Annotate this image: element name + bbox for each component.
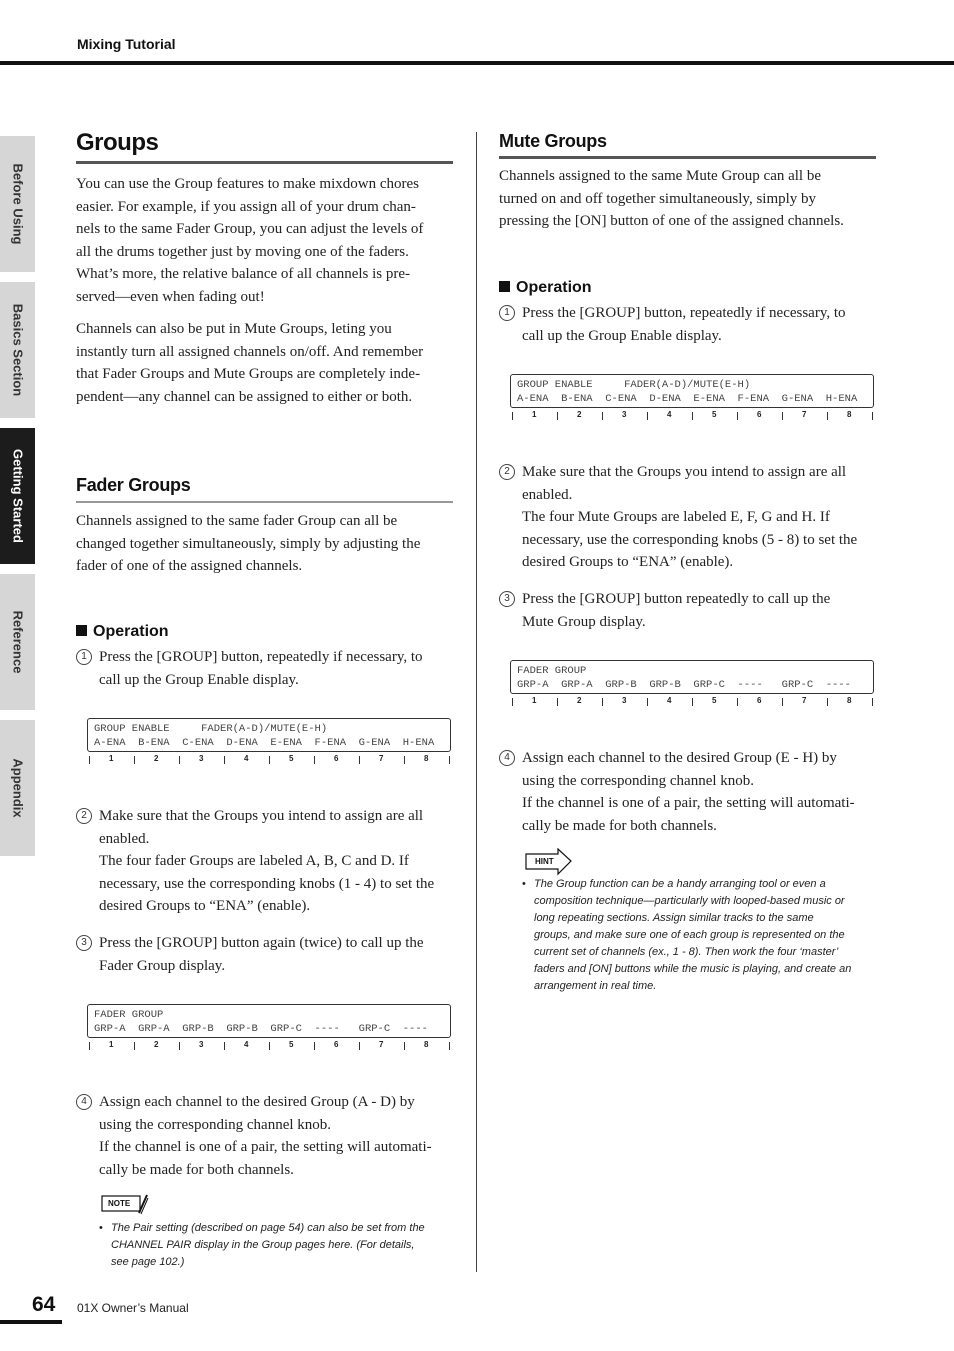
step-number: 3 xyxy=(499,591,515,607)
footer-rule xyxy=(0,1320,62,1324)
tick-mark xyxy=(872,412,873,420)
tab-label: Basics Section xyxy=(10,303,25,397)
operation-heading: Operation xyxy=(76,623,169,641)
channel-number: 2 xyxy=(154,754,159,763)
header-rule xyxy=(0,61,954,65)
tick-mark xyxy=(314,1042,315,1050)
channel-number: 6 xyxy=(757,410,762,419)
intro-paragraph-1: You can use the Group features to make mixdown chores easier. For example, if you assign all of your drum chan- nels to the same Fader Group, you can adjust the levels of all the drums together just by moving one of the faders. What’s more, the relative balance of all channels is pre- served—even when fading out! xyxy=(76,176,424,305)
channel-number: 8 xyxy=(847,410,852,419)
step-number: 1 xyxy=(499,305,515,321)
tick-mark xyxy=(269,1042,270,1050)
tick-mark xyxy=(134,1042,135,1050)
section-rule xyxy=(76,501,453,503)
channel-number: 4 xyxy=(244,754,249,763)
tick-mark xyxy=(404,756,405,764)
tick-mark xyxy=(404,1042,405,1050)
channel-number: 5 xyxy=(289,1040,294,1049)
manual-title: 01X Owner’s Manual xyxy=(77,1301,189,1315)
operation-heading: Operation xyxy=(499,279,592,297)
mute-groups-paragraph: Channels assigned to the same Mute Group can all be turned on and off together simultaneously, simply by pressing the [ON] button of one of the assigned channels. xyxy=(499,168,844,229)
step-1: 1 Press the [GROUP] button, repeatedly if necessary, to call up the Group Enable display. xyxy=(76,646,456,692)
channel-number: 5 xyxy=(712,410,717,419)
step-1: 1 Press the [GROUP] button, repeatedly if necessary, to call up the Group Enable display. xyxy=(499,302,879,348)
tick-mark xyxy=(359,1042,360,1050)
tab-label: Reference xyxy=(10,610,25,674)
tick-mark xyxy=(179,756,180,764)
note-text: • The Pair setting (described on page 54) can also be set from the CHANNEL PAIR display in the Group pages here. (For details, see page 102.) xyxy=(99,1222,425,1268)
channel-number: 4 xyxy=(667,410,672,419)
channel-number: 4 xyxy=(244,1040,249,1049)
channel-number: 4 xyxy=(667,696,672,705)
channel-number: 7 xyxy=(802,410,807,419)
tick-mark xyxy=(692,412,693,420)
tab-label: Before Using xyxy=(10,163,25,245)
channel-ticks xyxy=(510,697,878,709)
title-rule xyxy=(76,161,453,164)
tab-label: Getting Started xyxy=(10,449,25,543)
tick-mark xyxy=(737,412,738,420)
channel-number: 6 xyxy=(334,1040,339,1049)
tick-mark xyxy=(449,1042,450,1050)
tick-mark xyxy=(557,698,558,706)
intro-paragraph-2: Channels can also be put in Mute Groups, leting you instantly turn all assigned channels on/off. And remember that Fader Groups and Mute Groups are completely inde- pendent—any channel can be assigned to either or both. xyxy=(76,321,424,405)
lcd-group-enable: GROUP ENABLE FADER(A-D)/MUTE(E-H) A-ENA B-ENA C-ENA D-ENA E-ENA F-ENA G-ENA H-ENA xyxy=(87,718,451,752)
channel-number: 8 xyxy=(424,1040,429,1049)
channel-number: 7 xyxy=(379,754,384,763)
tick-mark xyxy=(782,698,783,706)
tick-mark xyxy=(602,412,603,420)
fader-groups-paragraph: Channels assigned to the same fader Group can all be changed together simultaneously, simply by adjusting the fader of one of the assigned channels. xyxy=(76,513,421,574)
channel-number: 5 xyxy=(712,696,717,705)
channel-number: 1 xyxy=(109,1040,114,1049)
tick-mark xyxy=(827,412,828,420)
section-title-mute-groups: Mute Groups xyxy=(499,131,607,151)
tab-basics-section[interactable] xyxy=(0,282,35,418)
step-number: 2 xyxy=(76,808,92,824)
channel-number: 8 xyxy=(847,696,852,705)
channel-number: 1 xyxy=(532,696,537,705)
channel-number: 2 xyxy=(577,410,582,419)
channel-number: 3 xyxy=(199,754,204,763)
tab-label: Appendix xyxy=(10,758,25,818)
channel-number: 6 xyxy=(757,696,762,705)
step-number: 4 xyxy=(499,750,515,766)
page-number: 64 xyxy=(32,1293,56,1316)
hint-icon: HINT xyxy=(524,848,574,876)
step-number: 2 xyxy=(499,464,515,480)
tick-mark xyxy=(602,698,603,706)
tab-before-using[interactable] xyxy=(0,136,35,272)
tick-mark xyxy=(512,412,513,420)
channel-number: 6 xyxy=(334,754,339,763)
channel-number: 3 xyxy=(199,1040,204,1049)
tick-mark xyxy=(269,756,270,764)
tab-appendix[interactable] xyxy=(0,720,35,856)
channel-ticks xyxy=(510,411,878,423)
tick-mark xyxy=(827,698,828,706)
tick-mark xyxy=(647,698,648,706)
tab-getting-started[interactable] xyxy=(0,428,35,564)
tick-mark xyxy=(179,1042,180,1050)
lcd-group-enable: GROUP ENABLE FADER(A-D)/MUTE(E-H) A-ENA B-ENA C-ENA D-ENA E-ENA F-ENA G-ENA H-ENA xyxy=(510,374,874,408)
step-4: 4 Assign each channel to the desired Group (A - D) by using the corresponding channel knob. If the channel is one of a pair, the setting will automati- cally be made for both channels. xyxy=(76,1091,461,1183)
channel-number: 3 xyxy=(622,696,627,705)
step-2: 2 Make sure that the Groups you intend to assign are all enabled. The four Mute Groups are labeled E, F, G and H. If necessary, use the corresponding knobs (5 - 8) to set the desired Groups to “ENA” (enable). xyxy=(499,461,884,576)
column-divider xyxy=(476,132,477,1272)
channel-number: 3 xyxy=(622,410,627,419)
tick-mark xyxy=(782,412,783,420)
tick-mark xyxy=(737,698,738,706)
tick-mark xyxy=(89,1042,90,1050)
tab-reference[interactable] xyxy=(0,574,35,710)
channel-number: 8 xyxy=(424,754,429,763)
tick-mark xyxy=(872,698,873,706)
tick-mark xyxy=(314,756,315,764)
section-rule xyxy=(499,156,876,159)
tick-mark xyxy=(224,756,225,764)
step-number: 4 xyxy=(76,1094,92,1110)
tick-mark xyxy=(512,698,513,706)
lcd-fader-group: FADER GROUP GRP-A GRP-A GRP-B GRP-B GRP-C ---- GRP-C ---- xyxy=(87,1004,451,1038)
tick-mark xyxy=(557,412,558,420)
note-icon: NOTE xyxy=(101,1193,149,1217)
running-header: Mixing Tutorial xyxy=(77,36,176,52)
channel-number: 7 xyxy=(379,1040,384,1049)
step-number: 1 xyxy=(76,649,92,665)
step-2: 2 Make sure that the Groups you intend to assign are all enabled. The four fader Groups are labeled A, B, C and D. If necessary, use the corresponding knobs (1 - 4) to set the desired Groups to “ENA” (enable). xyxy=(76,805,461,920)
channel-ticks xyxy=(87,755,455,767)
channel-number: 2 xyxy=(577,696,582,705)
step-number: 3 xyxy=(76,935,92,951)
tick-mark xyxy=(134,756,135,764)
hint-text: • The Group function can be a handy arranging tool or even a composition technique—particularly with looped-based music or long repeating sections. Assign similar tracks to the same groups, and make sure one of each group is represented on the current set of channels (ex., 1 - 8). Then work the four ‘master’ faders and [ON] buttons while the music is playing, and create an arrangement in real time. xyxy=(522,878,852,992)
channel-number: 7 xyxy=(802,696,807,705)
tick-mark xyxy=(89,756,90,764)
tick-mark xyxy=(359,756,360,764)
channel-ticks xyxy=(87,1041,455,1053)
tick-mark xyxy=(449,756,450,764)
step-4: 4 Assign each channel to the desired Group (E - H) by using the corresponding channel knob. If the channel is one of a pair, the setting will automati- cally be made for both channels. xyxy=(499,747,884,839)
tick-mark xyxy=(224,1042,225,1050)
step-3: 3 Press the [GROUP] button repeatedly to call up the Mute Group display. xyxy=(499,588,884,634)
channel-number: 1 xyxy=(532,410,537,419)
tick-mark xyxy=(647,412,648,420)
section-title-fader-groups: Fader Groups xyxy=(76,475,191,495)
channel-number: 1 xyxy=(109,754,114,763)
step-3: 3 Press the [GROUP] button again (twice) to call up the Fader Group display. xyxy=(76,932,461,978)
page-title: Groups xyxy=(76,129,159,156)
square-bullet-icon xyxy=(76,625,87,636)
channel-number: 5 xyxy=(289,754,294,763)
square-bullet-icon xyxy=(499,281,510,292)
channel-number: 2 xyxy=(154,1040,159,1049)
tick-mark xyxy=(692,698,693,706)
lcd-fader-group: FADER GROUP GRP-A GRP-A GRP-B GRP-B GRP-C ---- GRP-C ---- xyxy=(510,660,874,694)
